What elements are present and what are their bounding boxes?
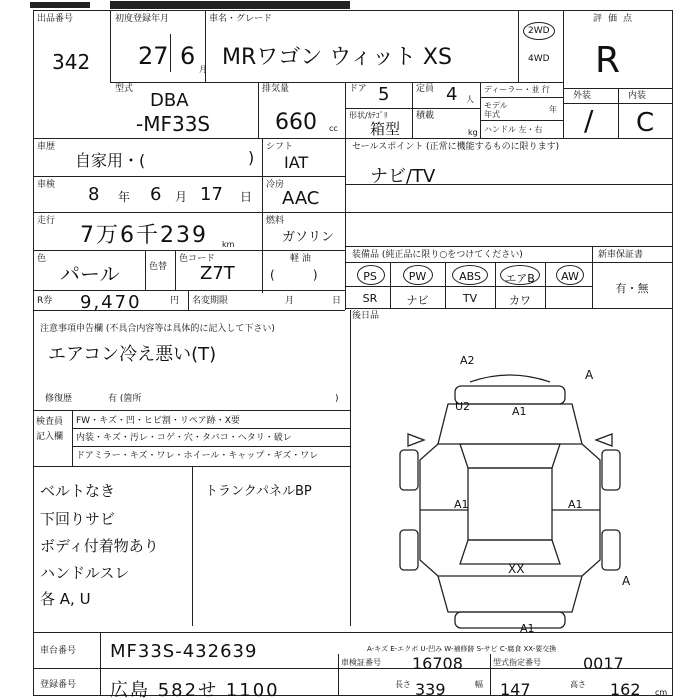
header-strip [30, 0, 350, 10]
equip-sr: SR [362, 292, 378, 305]
displacement-unit: cc [329, 124, 338, 133]
model-value: MRワゴン ウィット XS [222, 45, 452, 70]
score-label: 評価点 [593, 14, 639, 24]
reg-month-unit: 月 [199, 65, 207, 74]
ext-label: 外装 [573, 91, 592, 101]
capacity-label: 定員 [416, 84, 435, 94]
score-value: R [595, 40, 621, 81]
inspector-row-3: ドアミラー・キズ・ワレ・ホイール・キャップ・ギズ・ワレ [76, 451, 319, 461]
equip-aw-circle [556, 265, 584, 285]
fuel-value: ガソリン [282, 230, 335, 245]
width-value: 147 [500, 680, 531, 699]
model-label: 車名・グレード [209, 14, 273, 24]
displacement-label: 排気量 [262, 84, 290, 94]
inspection-year-unit: 年 [118, 190, 131, 204]
recycle-unit: 円 [170, 296, 180, 306]
shape-value: 箱型 [370, 120, 401, 138]
note-4: ハンドルスレ [40, 564, 130, 582]
shift-value: IAT [284, 153, 309, 172]
equip-ps-circle [357, 265, 385, 285]
capacity-unit: 人 [466, 95, 474, 104]
load-label: 積載 [416, 111, 435, 121]
inspector-label-2: 記入欄 [36, 432, 64, 442]
equip-abs: ABS [459, 270, 481, 283]
type-line2: -MF33S [136, 112, 211, 136]
inspect-no2-value: 0017 [583, 654, 624, 673]
inspector-label-1: 検査員 [36, 417, 64, 427]
diag-mark-a-rear: A [622, 574, 631, 588]
equip-pw: PW [408, 270, 427, 283]
equip-pw-circle [403, 265, 433, 285]
height-value: 162 [610, 680, 641, 699]
mileage-value: 7万6千239 [80, 223, 208, 248]
repair-value: 有 (箇所 [108, 394, 142, 404]
ac-value: AAC [282, 188, 320, 209]
repair-close: ) [335, 394, 339, 404]
ac-label: 冷房 [266, 180, 285, 190]
notice-label: 注意事項申告欄 (不具合内容等は具体的に記入して下さい) [40, 324, 275, 334]
chassis-value: MF33S-432639 [110, 641, 258, 662]
note-2: 下回りサビ [40, 510, 116, 528]
meihen-day: 日 [332, 296, 342, 306]
handle-label: ハンドル 左・右 [484, 125, 543, 134]
recycle-value: 9,470 [80, 292, 142, 313]
int-value: C [636, 108, 655, 138]
inspection-month: 6 [150, 184, 162, 205]
inspector-row-1: FW・キズ・凹・ヒビ割・リペア跡・X要 [76, 416, 240, 426]
model-year-unit: 年 [549, 105, 557, 114]
color-label: 色 [37, 254, 47, 264]
diag-mark-a1-bumper: A1 [520, 622, 535, 635]
equip-abs-circle [452, 265, 488, 285]
color-value: パール [60, 262, 120, 286]
reg-year: 27 [138, 42, 169, 70]
equip-leather: カワ [509, 294, 531, 307]
meihen-month: 月 [285, 296, 295, 306]
mileage-label: 走行 [37, 216, 56, 226]
shape-label: 形状/ｶﾃｺﾞﾘ [349, 111, 388, 120]
inspection-month-unit: 月 [175, 190, 188, 204]
drive-2wd: 2WD [528, 26, 550, 36]
ext-value: / [584, 104, 594, 137]
diag-mark-a2: A2 [460, 354, 475, 367]
inspection-label: 車検 [37, 180, 56, 190]
inspect-no-value: 16708 [412, 654, 463, 673]
new-car-label: 新車保証書 [598, 250, 644, 260]
sales-point-label: セールスポイント (正常に機能するものに限ります) [352, 142, 560, 152]
inspection-day-unit: 日 [240, 190, 253, 204]
diesel-label: 軽 油 [290, 254, 311, 264]
equip-warranty: 有・無 [615, 282, 649, 295]
shift-label: シフト [266, 142, 294, 152]
door-value: 5 [378, 84, 390, 105]
drive-4wd: 4WD [528, 54, 550, 64]
load-unit: kg [468, 128, 478, 137]
repair-label: 修復歴 [45, 394, 73, 404]
displacement-value: 660 [275, 110, 317, 135]
equip-airbag-circle [500, 265, 540, 285]
length-value: 339 [415, 680, 446, 699]
ownership-close: ) [248, 148, 255, 167]
plate-label: 登録番号 [40, 680, 77, 690]
diag-mark-xx: XX [508, 562, 525, 576]
note-5: 各 A, U [40, 590, 91, 608]
sales-point-value: ナビ/TV [370, 166, 436, 187]
fuel-label: 燃料 [266, 216, 285, 226]
int-label: 内装 [628, 91, 647, 101]
width-label: 幅 [475, 680, 483, 689]
color-code-label: 色コード [179, 254, 216, 264]
inspector-row-2: 内装・キズ・汚レ・コゲ・穴・タバコ・ヘタリ・破レ [76, 433, 292, 443]
lot-label: 出品番号 [37, 14, 74, 24]
dims-unit: cm [655, 688, 668, 697]
equipment-label: 装備品 (純正品に限り○をつけてください) [352, 250, 523, 260]
reg-date-label: 初度登録年月 [115, 14, 170, 24]
diag-mark-a1-left: A1 [454, 498, 469, 511]
diesel-bracket: ( ) [270, 268, 318, 282]
inspection-day: 17 [200, 184, 223, 205]
dealer-label: ディーラー・並 行 [484, 85, 550, 94]
equip-aw: AW [561, 270, 579, 283]
model-year-label: モデル年式 [484, 101, 508, 119]
car-diagram [360, 350, 670, 640]
mileage-unit: km [222, 240, 235, 249]
post-item-label: 後日品 [352, 311, 380, 321]
inspect-no-label: 車検証番号 [341, 658, 381, 667]
equip-airbag: エアB [505, 272, 535, 285]
damage-legend: A-キズ E-エクボ U-凹み W-補修跡 S-サビ C-腐食 XX-要交換 [367, 645, 557, 653]
ownership-value: 自家用・( [75, 151, 146, 170]
inspect-no2-label: 型式指定番号 [493, 658, 541, 667]
diag-mark-u2: U2 [455, 400, 471, 413]
diag-mark-a1-right: A1 [568, 498, 583, 511]
recycle-label: R券 [37, 296, 53, 306]
color-code: Z7T [200, 263, 235, 284]
door-label: ドア [349, 84, 367, 94]
inspection-year: 8 [88, 184, 100, 205]
meihen-label: 名変期限 [192, 296, 229, 306]
equip-ps: PS [363, 270, 377, 283]
note-1: ベルトなき [40, 482, 116, 500]
note-3: ボディ付着物あり [40, 537, 159, 555]
plate-value: 広島 582せ 1100 [110, 680, 280, 700]
lot-value: 342 [52, 50, 91, 74]
chassis-label: 車台番号 [40, 646, 77, 656]
diag-mark-a1-hood: A1 [512, 405, 527, 418]
type-line1: DBA [150, 90, 189, 111]
trunk-note: トランクパネルBP [205, 484, 312, 499]
equip-tv: TV [462, 292, 478, 305]
ownership-label: 車歴 [37, 142, 56, 152]
type-label: 型式 [115, 84, 134, 94]
reg-month: 6 [180, 42, 196, 70]
notice-value: エアコン冷え悪い(T) [48, 344, 217, 365]
height-label: 高さ [570, 680, 586, 689]
length-label: 長さ [395, 680, 411, 689]
color-no-label: 色替 [149, 262, 168, 272]
diag-mark-a-front: A [585, 368, 594, 382]
equip-navi: ナビ [406, 294, 429, 307]
capacity-value: 4 [446, 84, 458, 105]
